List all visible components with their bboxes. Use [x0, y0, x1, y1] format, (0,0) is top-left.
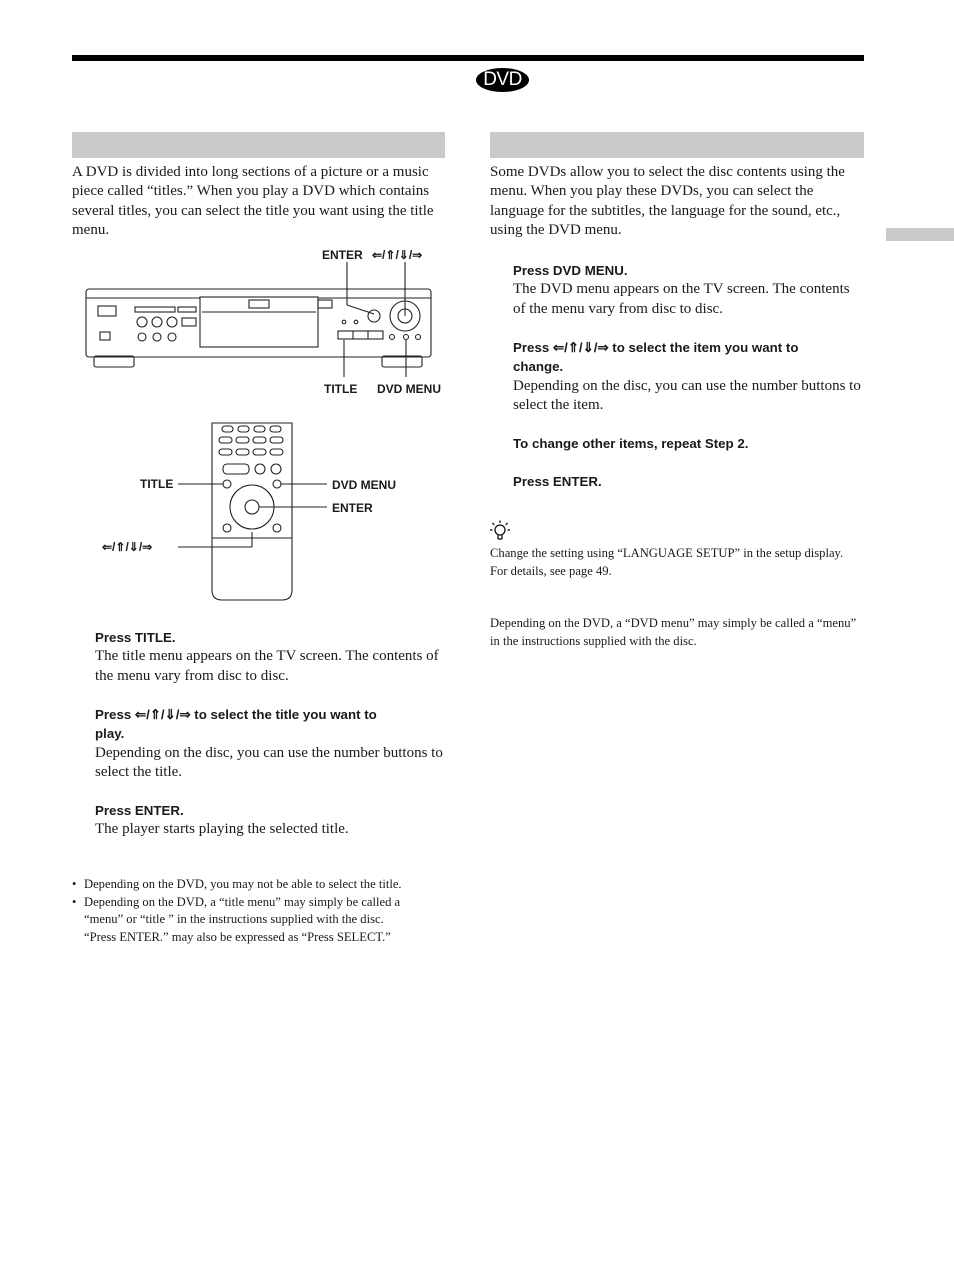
remote-arrows-label: ⇐/⇑/⇓/⇒ — [102, 540, 153, 554]
player-arrows-label: ⇐/⇑/⇓/⇒ — [372, 248, 423, 262]
left-step-3-body: The player starts playing the selected title. — [95, 821, 349, 838]
right-step-3-heading: To change other items, repeat Step 2. — [513, 436, 749, 451]
right-step-1-heading: Press DVD MENU. — [513, 263, 628, 278]
left-notes — [72, 876, 452, 946]
tip-text: Change the setting using “LANGUAGE SETUP” in the setup display. For details, see page 49. — [490, 546, 844, 578]
remote-dvd-menu-label: DVD MENU — [332, 478, 397, 492]
left-step-2-heading: Press ⇐/⇑/⇓/⇒ to select the title you want to — [95, 707, 377, 722]
right-step-2-body: Depending on the disc, you can use the number buttons to select the item. — [513, 377, 861, 413]
lightbulb-icon — [490, 520, 512, 542]
note-item-cont: “menu” or “title ” in the instructions supplied with the disc. — [84, 912, 384, 926]
note-item: • Depending on the DVD, a “title menu” may simply be called a — [72, 894, 452, 912]
right-step-1-body: The DVD menu appears on the TV screen. The contents of the menu vary from disc to disc. — [513, 281, 850, 317]
dvd-badge: DVD — [476, 68, 529, 92]
note-item: • Depending on the DVD, you may not be able to select the title. — [72, 876, 452, 894]
right-step-4-heading: Press ENTER. — [513, 474, 602, 489]
remote-title-label: TITLE — [140, 477, 174, 491]
right-step-2-heading: Press ⇐/⇑/⇓/⇒ to select the item you want to — [513, 340, 799, 355]
right-step-2 — [513, 338, 865, 415]
player-enter-label: ENTER — [322, 248, 363, 262]
note-item-cont: “Press ENTER.” may also be expressed as “Press SELECT.” — [84, 929, 391, 944]
left-step-1-body: The title menu appears on the TV screen. The contents of the menu vary from disc to disc. — [95, 648, 439, 684]
left-step-2 — [95, 705, 447, 782]
left-step-2-heading-cont: play. — [95, 726, 125, 742]
left-step-2-body: Depending on the disc, you can use the number buttons to select the title. — [95, 744, 443, 780]
right-section-bar — [490, 132, 864, 158]
right-step-3 — [513, 434, 865, 453]
remote-enter-label: ENTER — [332, 501, 373, 515]
left-step-3 — [95, 801, 447, 840]
right-note: Depending on the DVD, a “DVD menu” may simply be called a “menu” in the instructions supplied with the disc. — [490, 616, 857, 648]
player-title-label: TITLE — [324, 382, 358, 396]
right-intro: Some DVDs allow you to select the disc contents using the menu. When you play these DVDs, you can select the language for the subtitles, the language for the sound, etc., using the DVD menu. — [490, 164, 845, 238]
left-intro: A DVD is divided into long sections of a picture or a music piece called “titles.” When you play a DVD which contains several titles, you can select the title you want using the title menu. — [72, 164, 434, 238]
left-step-1-heading: Press TITLE. — [95, 630, 176, 645]
right-step-2-heading-cont: change. — [513, 359, 564, 375]
left-step-1 — [95, 628, 447, 686]
right-step-1 — [513, 261, 865, 319]
left-step-3-heading: Press ENTER. — [95, 803, 184, 818]
right-step-4 — [513, 472, 865, 491]
player-dvd-menu-label: DVD MENU — [377, 382, 442, 396]
